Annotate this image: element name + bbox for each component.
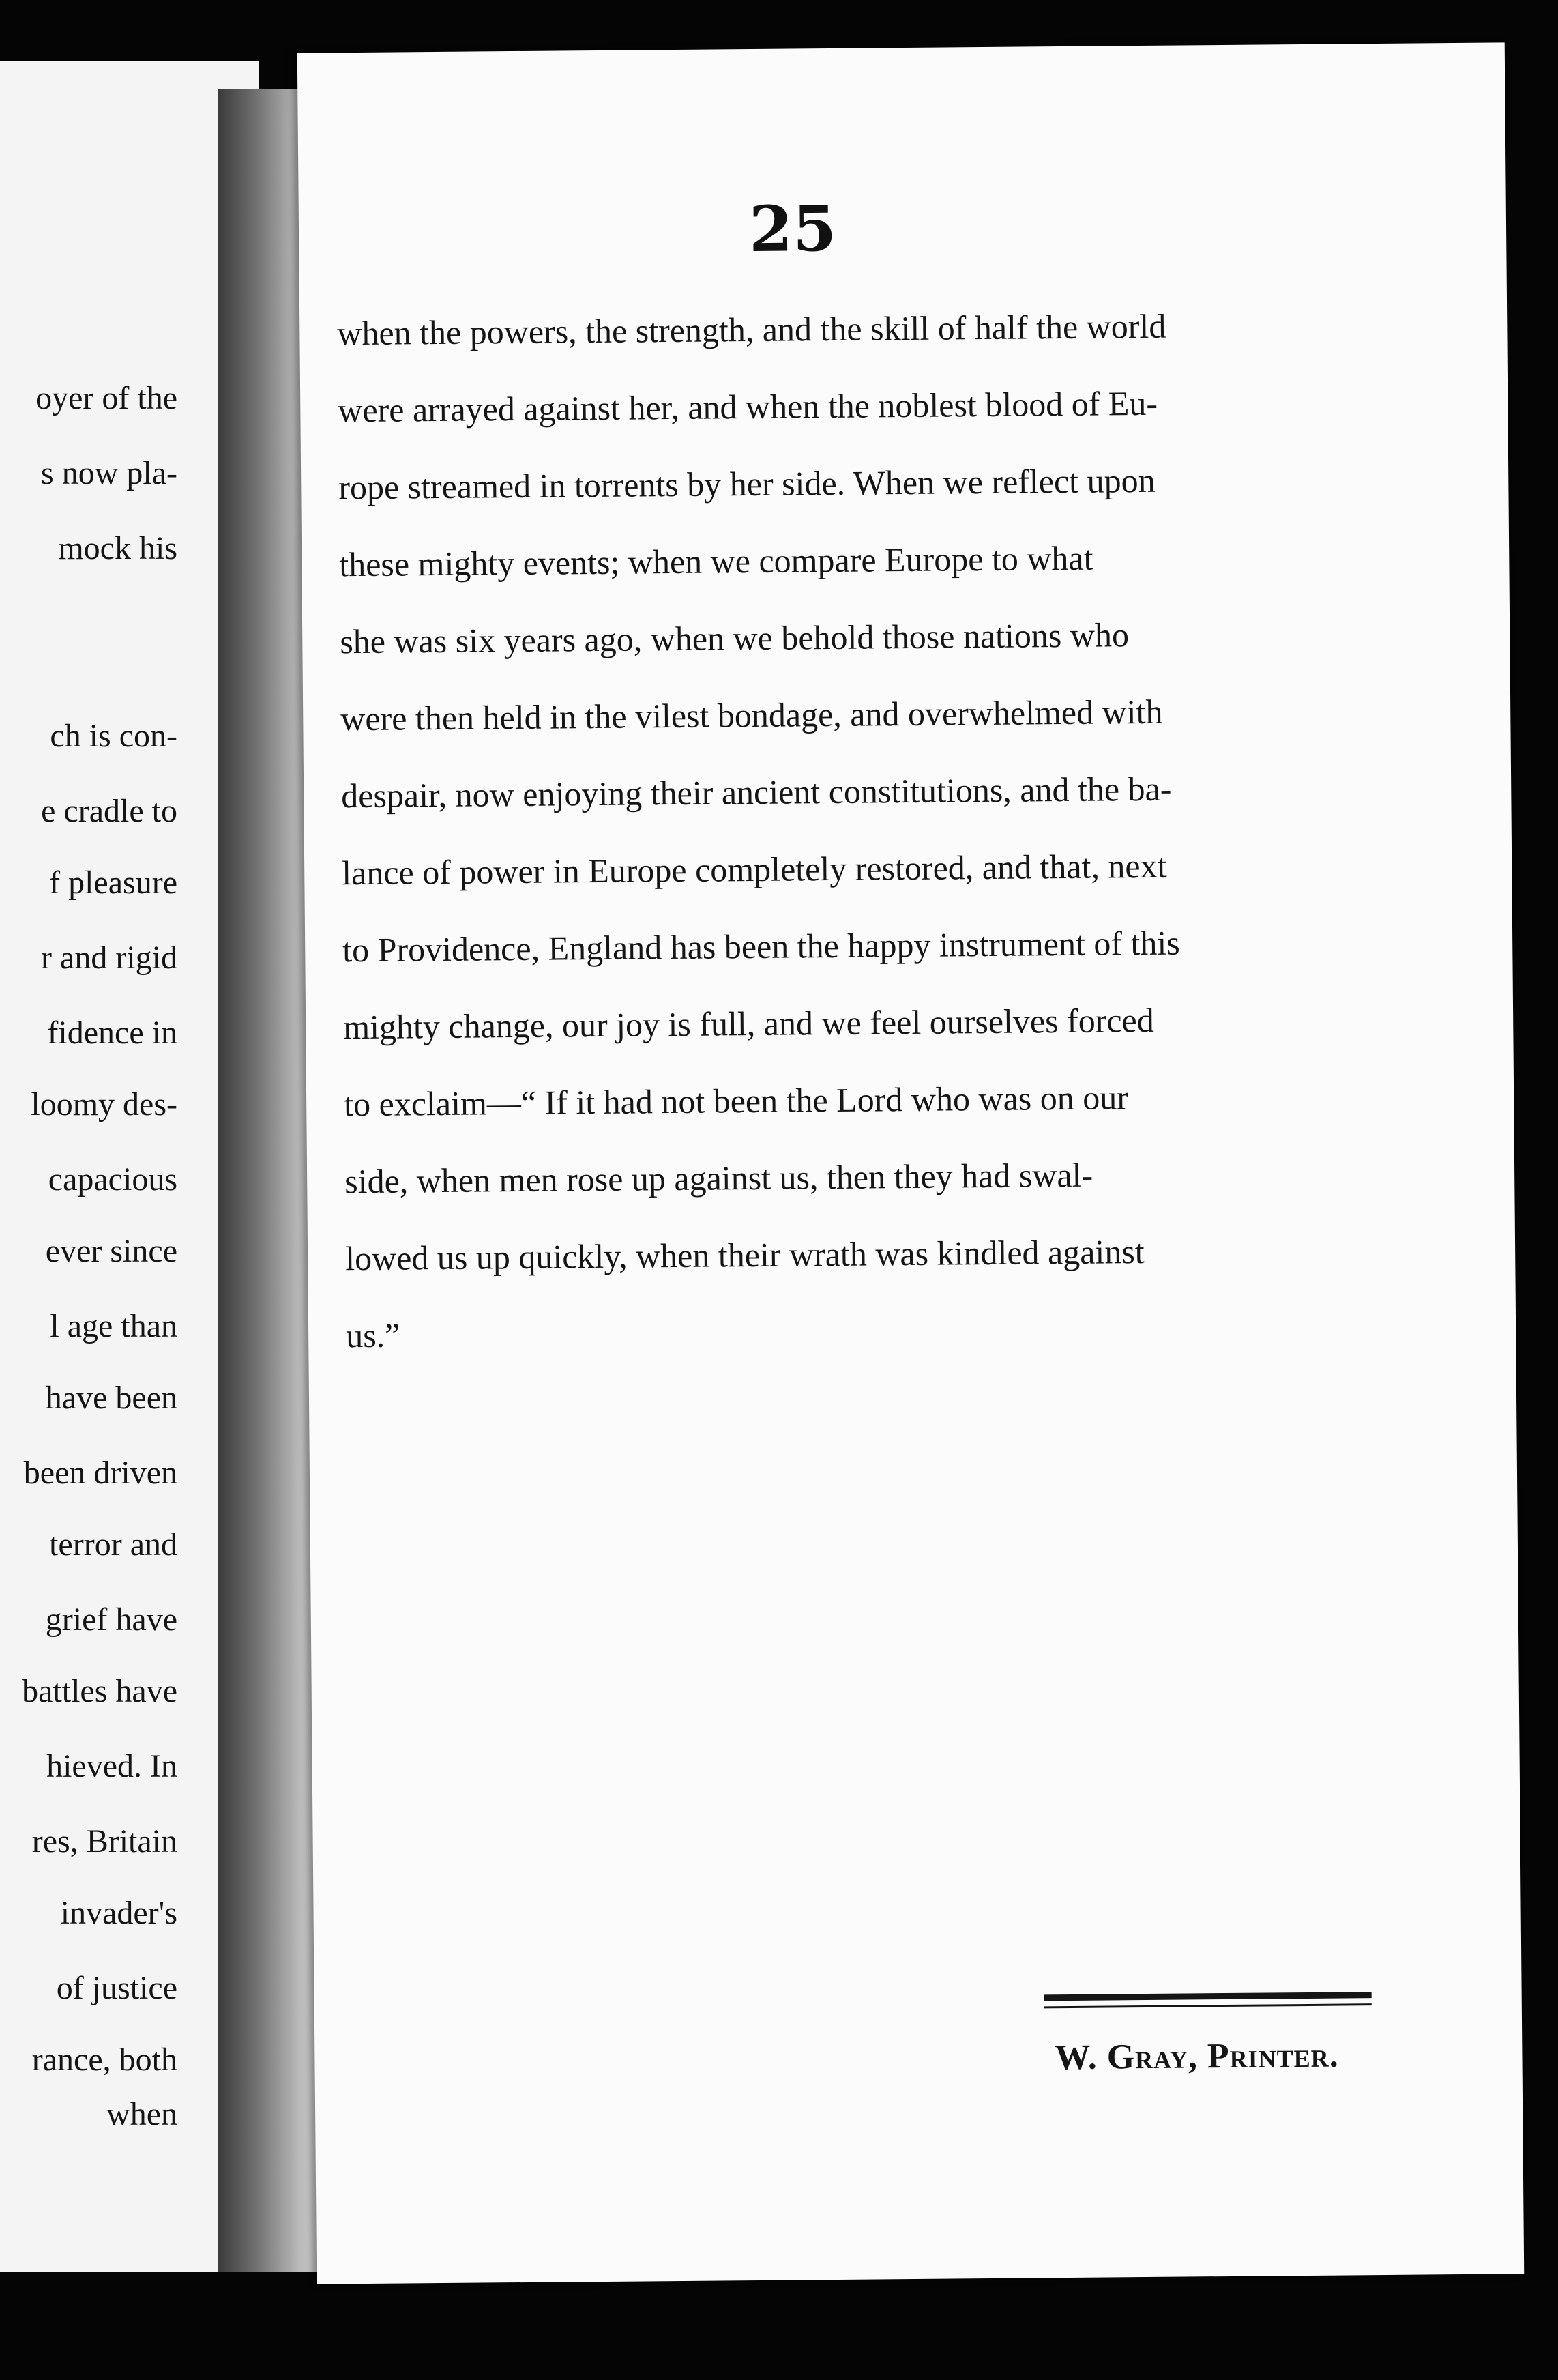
page-number: 25	[748, 191, 837, 267]
body-text	[337, 286, 1356, 1374]
left-page-fragment: r and rigid	[41, 940, 177, 976]
left-page-fragment: res, Britain	[31, 1823, 177, 1859]
left-page-fragment: e cradle to	[41, 793, 177, 829]
text-line: side, when men rose up against us, then they had swal-	[344, 1155, 1093, 1201]
left-page-fragment: terror and	[49, 1526, 177, 1563]
left-page-fragment: loomy des-	[31, 1086, 177, 1122]
text-line: she was six years ago, when we behold those nations who	[340, 615, 1130, 661]
left-page-fragment: s now pla-	[41, 455, 177, 491]
left-page-fragment: hieved. In	[46, 1748, 177, 1784]
text-line: us.”	[345, 1316, 400, 1355]
text-line: lowed us up quickly, when their wrath was kindled against	[344, 1232, 1145, 1278]
left-page-fragment: f pleasure	[49, 865, 177, 901]
left-page-fragment: ch is con-	[50, 718, 177, 754]
left-page-fragment: invader's	[60, 1895, 177, 1931]
left-page-fragment: when	[106, 2096, 177, 2132]
text-line: were arrayed against her, and when the noblest blood of Eu-	[338, 383, 1158, 430]
text-line: rope streamed in torrents by her side. When we reflect upon	[338, 461, 1156, 507]
left-page-fragment: oyer of the	[35, 380, 177, 416]
text-line: despair, now enjoying their ancient constitutions, and the ba-	[341, 769, 1172, 815]
left-page-fragment: grief have	[45, 1601, 177, 1638]
left-page-fragment: of justice	[56, 1970, 177, 2006]
current-page	[297, 42, 1524, 2284]
left-page-fragment: capacious	[48, 1161, 177, 1198]
left-page-fragment: been driven	[23, 1455, 177, 1491]
decorative-rule	[1044, 1992, 1372, 2001]
left-page-fragment: mock his	[58, 530, 177, 566]
left-page-fragment: ever since	[45, 1233, 177, 1269]
text-line: when the powers, the strength, and the skill of half the world	[337, 306, 1166, 353]
left-page-fragment: have been	[45, 1380, 177, 1416]
printer-imprint: W. Gray, Printer.	[1055, 2035, 1339, 2078]
left-page-fragment: rance, both	[31, 2042, 177, 2078]
text-line: these mighty events; when we compare Europe to what	[339, 538, 1093, 584]
text-line: were then held in the vilest bondage, and overwhelmed with	[340, 692, 1163, 738]
text-line: to Providence, England has been the happy instrument of this	[342, 923, 1180, 970]
text-line: lance of power in Europe completely restored, and that, next	[342, 846, 1167, 893]
text-line: to exclaim—“ If it had not been the Lord who was on our	[343, 1078, 1129, 1124]
left-page-fragment: fidence in	[47, 1015, 177, 1051]
left-page-fragment: l age than	[50, 1308, 177, 1344]
left-page-fragment: battles have	[22, 1673, 177, 1709]
decorative-rule	[1044, 2003, 1372, 2008]
text-line: mighty change, our joy is full, and we feel ourselves forced	[342, 1000, 1154, 1047]
